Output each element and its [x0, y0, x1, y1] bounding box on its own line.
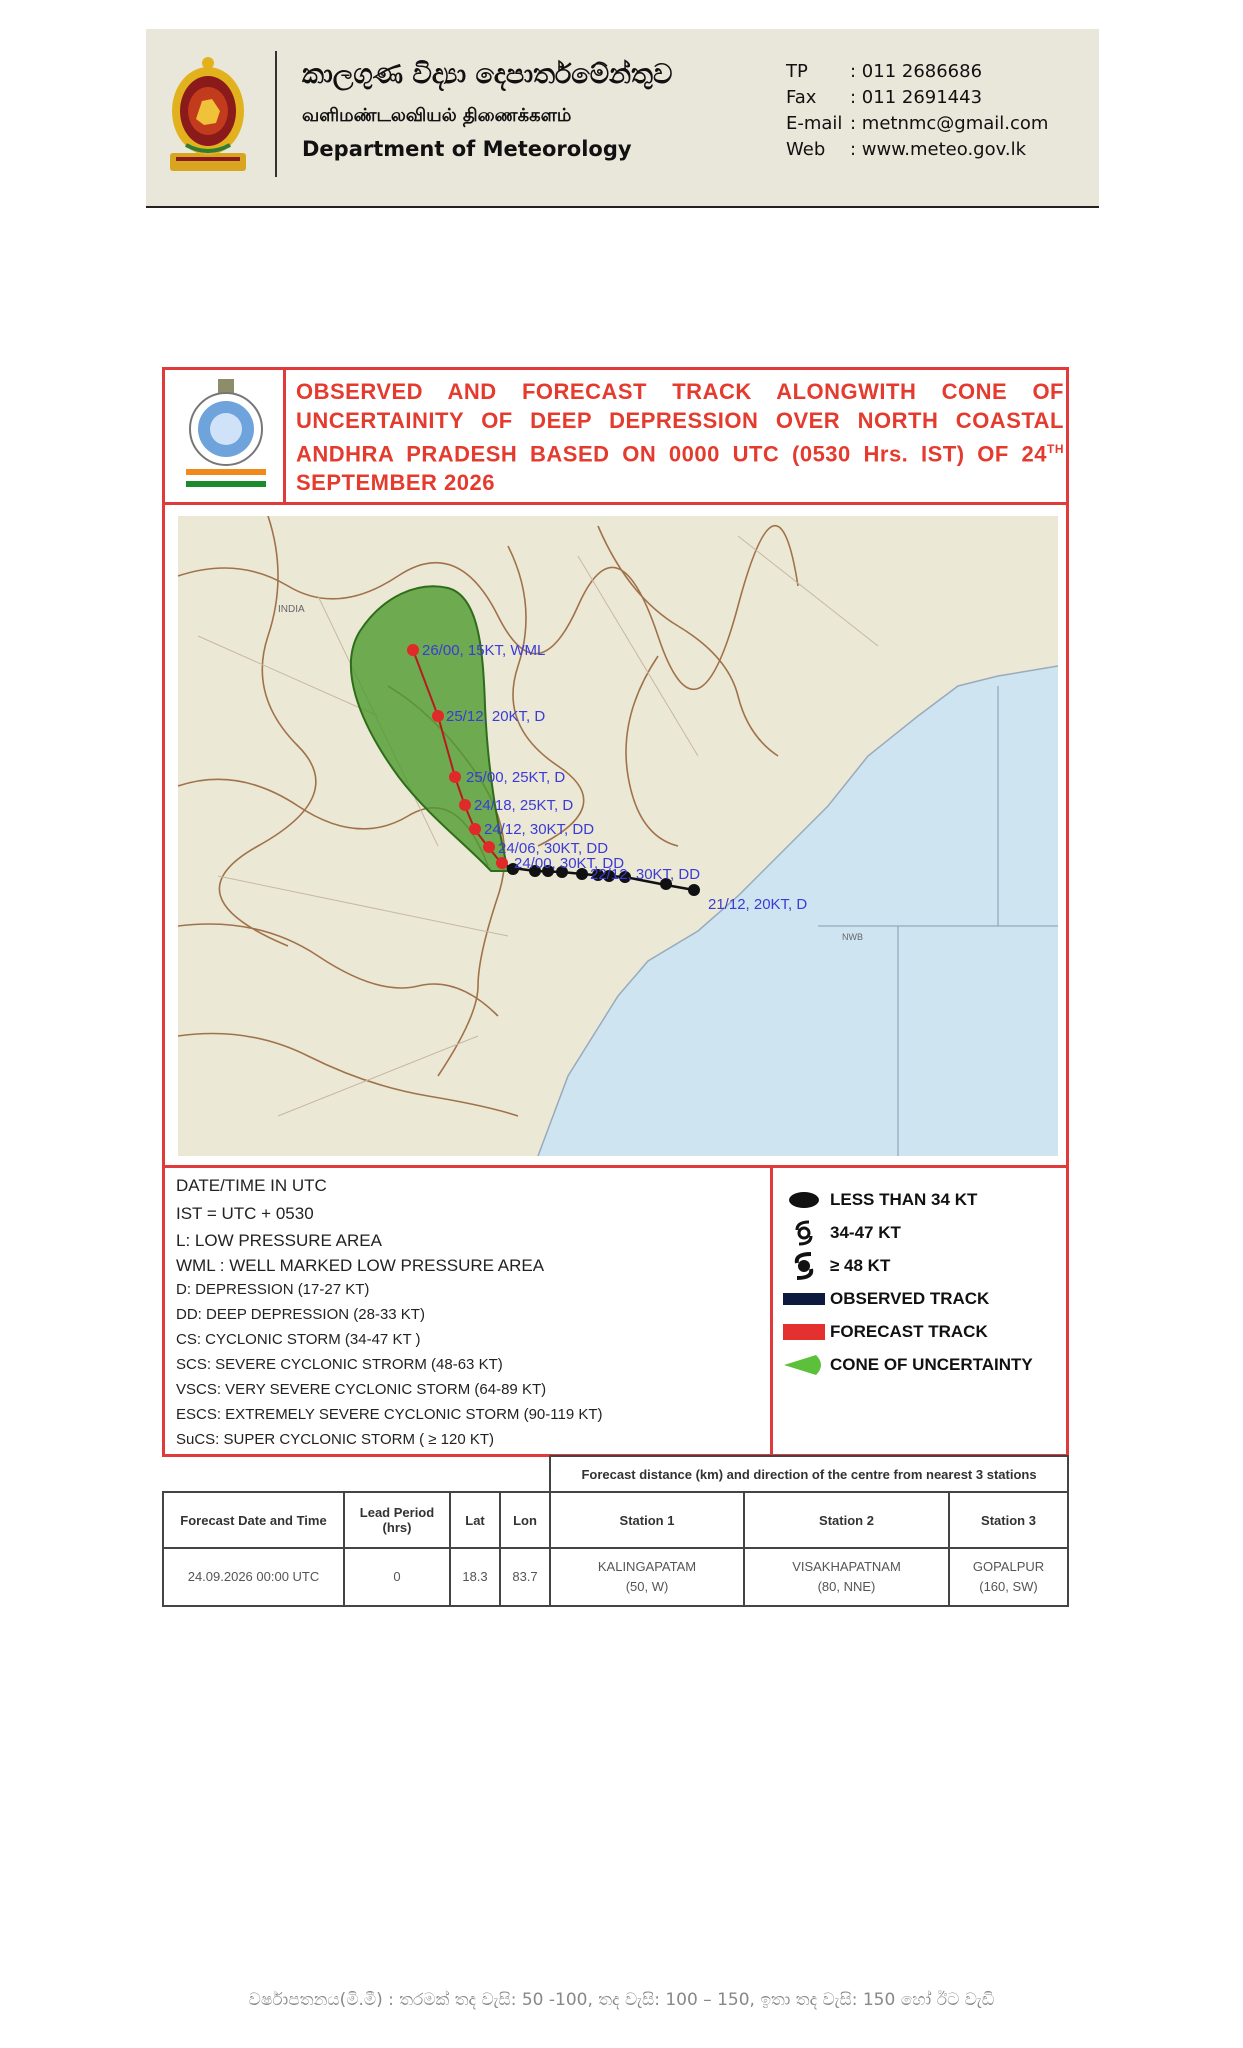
abbreviations-legend: [176, 1171, 603, 1452]
forecast-label: 24/06, 30KT, DD: [498, 840, 609, 857]
legend-cone: CONE OF UNCERTAINTY: [778, 1348, 1063, 1381]
severe-storm-icon: [778, 1251, 830, 1281]
legend-line: WML : WELL MARKED LOW PRESSURE AREA: [176, 1256, 545, 1275]
forecast-point: [449, 771, 461, 783]
table-blank-cell: [163, 1456, 550, 1492]
legend-lt34: LESS THAN 34 KT: [778, 1183, 1063, 1216]
cyclone-bulletin: [158, 363, 1073, 1613]
forecast-point: [469, 823, 481, 835]
legend-line: SuCS: SUPER CYCLONIC STORM ( ≥ 120 KT): [176, 1431, 495, 1448]
country-label: INDIA: [278, 604, 305, 615]
forecast-label: 25/12, 20KT, D: [446, 708, 546, 725]
contact-block: [786, 59, 1048, 163]
nwb-label: NWB: [842, 932, 863, 942]
legend-line: SCS: SEVERE CYCLONIC STRORM (48-63 KT): [176, 1356, 503, 1373]
col-header: Station 1: [550, 1492, 744, 1548]
observed-label: 22/12, 30KT, DD: [590, 866, 701, 883]
symbol-legend: [778, 1183, 1063, 1381]
forecast-label: 26/00, 15KT, WML: [422, 642, 546, 659]
forecast-label: 24/12, 30KT, DD: [484, 821, 595, 838]
legend-observed: OBSERVED TRACK: [778, 1282, 1063, 1315]
legend-line: DATE/TIME IN UTC: [176, 1176, 327, 1195]
cell-lon: 83.7: [500, 1548, 550, 1606]
cell-station-2: VISAKHAPATNAM (80, NNE): [744, 1548, 949, 1606]
contact-fax: Fax : 011 2691443: [786, 87, 983, 108]
cone-swatch-icon: [778, 1353, 830, 1377]
legend-forecast: FORECAST TRACK: [778, 1315, 1063, 1348]
letterhead: [146, 29, 1099, 208]
col-header: Station 3: [949, 1492, 1068, 1548]
imd-logo-icon: [180, 377, 272, 487]
forecast-point: [407, 644, 419, 656]
col-header: Lat: [450, 1492, 500, 1548]
col-header: Lon: [500, 1492, 550, 1548]
col-header: Forecast Date and Time: [163, 1492, 344, 1548]
forecast-point: [496, 857, 508, 869]
contact-tp: TP : 011 2686686: [786, 61, 983, 82]
header-divider: [275, 51, 277, 177]
forecast-label: 24/18, 25KT, D: [474, 797, 574, 814]
department-name-tamil: வளிமண்டலவியல் திணைக்களம்: [302, 105, 572, 126]
department-name-english: Department of Meteorology: [302, 137, 632, 161]
cyclonic-storm-icon: [778, 1218, 830, 1248]
cell-datetime: 24.09.2026 00:00 UTC: [163, 1548, 344, 1606]
forecast-point: [483, 841, 495, 853]
legend-ge48: ≥ 48 KT: [778, 1249, 1063, 1282]
legend-line: DD: DEEP DEPRESSION (28-33 KT): [176, 1306, 425, 1323]
table-row: [163, 1548, 1068, 1606]
forecast-track-swatch: [778, 1324, 830, 1340]
cell-station-1: KALINGAPATAM (50, W): [550, 1548, 744, 1606]
contact-web: Web : www.meteo.gov.lk: [786, 139, 1027, 160]
legend-line: D: DEPRESSION (17-27 KT): [176, 1281, 370, 1298]
observed-point: [688, 884, 700, 896]
cell-lead: 0: [344, 1548, 450, 1606]
observed-track-swatch: [778, 1293, 830, 1305]
legend-line: L: LOW PRESSURE AREA: [176, 1231, 382, 1250]
forecast-point: [432, 710, 444, 722]
legend-line: IST = UTC + 0530: [176, 1204, 314, 1223]
group-header: Forecast distance (km) and direction of the centre from nearest 3 stations: [550, 1456, 1068, 1492]
legend-line: CS: CYCLONIC STORM (34-47 KT ): [176, 1331, 421, 1348]
cell-lat: 18.3: [450, 1548, 500, 1606]
contact-email: E-mail : metnmc@gmail.com: [786, 113, 1049, 134]
department-name-sinhala: කාලගුණ විද්‍යා දෙපාර්තමේන්තුව: [302, 59, 673, 90]
col-header: Station 2: [744, 1492, 949, 1548]
forecast-point: [459, 799, 471, 811]
legend-line: VSCS: VERY SEVERE CYCLONIC STORM (64-89 KT): [176, 1381, 547, 1398]
legend-34-47: 34-47 KT: [778, 1216, 1063, 1249]
black-dot-icon: [778, 1190, 830, 1210]
legend-line: ESCS: EXTREMELY SEVERE CYCLONIC STORM (90-119 KT): [176, 1406, 603, 1423]
cell-station-3: GOPALPUR (160, SW): [949, 1548, 1068, 1606]
table-header-row: [163, 1492, 1068, 1548]
col-header: Lead Period (hrs): [344, 1492, 450, 1548]
forecast-label: 24/00, 30KT, DD: [514, 855, 625, 872]
rainfall-footer-note: වර්ෂාපතනය(මි.මී) : තරමක් තද වැසි: 50 -100, තද වැසි: 100 – 150, ඉතා තද වැසි: 150 හෝ ඊට වැඩි: [248, 1990, 995, 2010]
forecast-label: 25/00, 25KT, D: [466, 769, 566, 786]
bulletin-title: OBSERVED AND FORECAST TRACK ALONGWITH CONE OF UNCERTAINITY OF DEEP DEPRESSION OVER NORTH COASTAL ANDHRA PRADESH BASED ON 0000 UTC (0530 Hrs. IST) OF 24TH SEPTEMBER 2026: [296, 379, 1064, 496]
track-map: [178, 516, 1058, 1156]
sri-lanka-emblem-icon: [168, 53, 248, 175]
observed-label: 21/12, 20KT, D: [708, 896, 808, 913]
forecast-distance-table: [162, 1455, 1069, 1607]
